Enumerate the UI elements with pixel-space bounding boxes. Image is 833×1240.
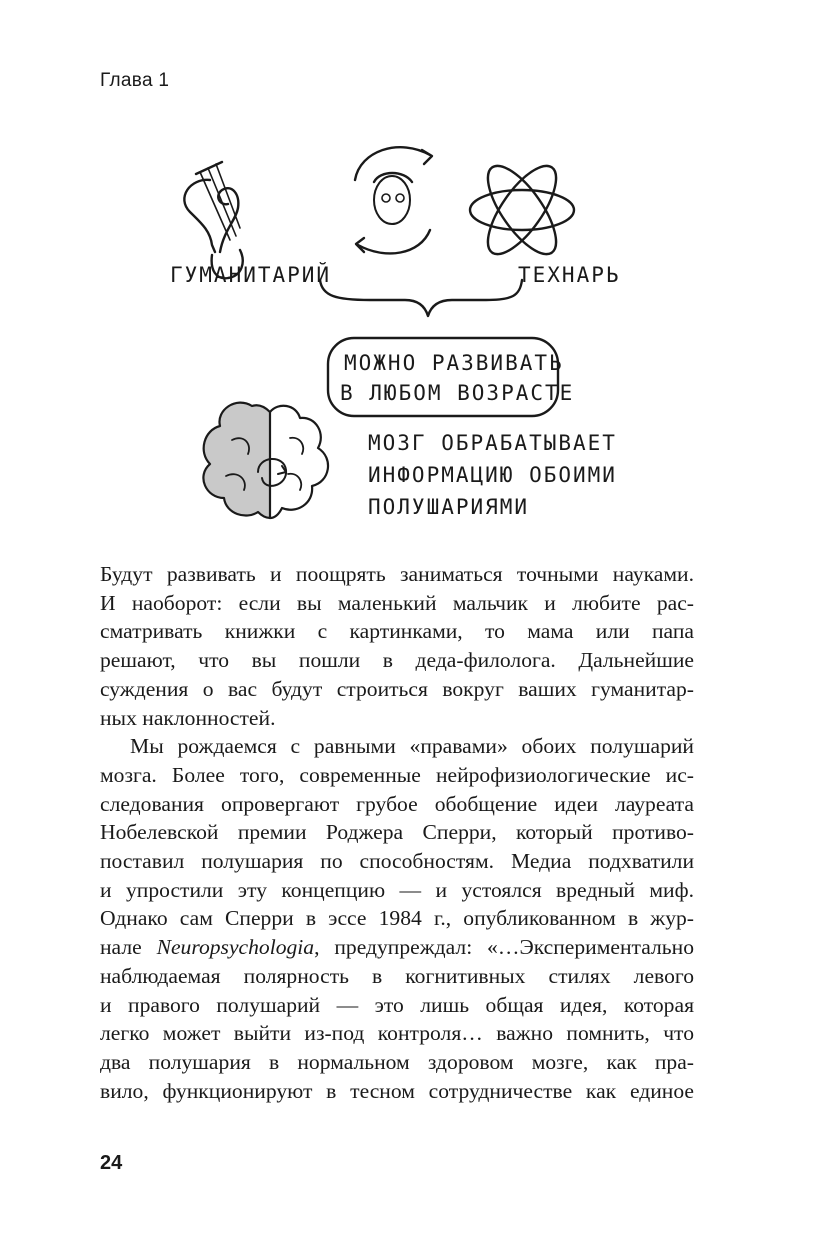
journal-title: Neuropsychologia <box>156 935 315 960</box>
text-fragment: , предупреждал: «…Экспериментально <box>314 935 694 960</box>
text-line: ных наклонностей. <box>100 705 276 730</box>
body-text <box>100 560 694 1105</box>
label-techie: ТЕХНАРЬ <box>518 263 621 287</box>
lyre-icon <box>184 162 242 278</box>
label-humanities: ГУМАНИТАРИЙ <box>170 263 332 287</box>
text-line: наблюдаемая полярность в когнитивных стилях левого <box>100 963 694 988</box>
brace-shape <box>320 280 522 316</box>
text-line: решают, что вы пошли в деда-филолога. Дальнейшие <box>100 648 694 673</box>
text-line: Мы рождаемся с равными «правами» обоих полушарий <box>130 734 694 759</box>
page-number: 24 <box>100 1152 123 1174</box>
paragraph-1 <box>100 560 694 732</box>
brain-caption-line-3: ПОЛУШАРИЯМИ <box>368 495 530 519</box>
text-line: и упростили эту концепцию — и устоялся вредный миф. <box>100 877 694 902</box>
atom-icon <box>470 156 574 264</box>
text-line: сматривать книжки с картинками, то мама или папа <box>100 619 694 644</box>
text-line-journal <box>100 933 694 962</box>
text-fragment: нале <box>100 935 157 960</box>
text-line: мозга. Более того, современные нейрофизиологические ис- <box>100 762 694 787</box>
text-line: два полушария в нормальном здоровом мозге, как пра- <box>100 1049 694 1074</box>
text-line: Будут развивать и поощрять заниматься точными науками. <box>100 562 694 586</box>
text-line: суждения о вас будут строиться вокруг ваших гуманитар- <box>100 676 694 701</box>
chapter-running-head: Глава 1 <box>100 70 170 91</box>
text-line: легко может выйти из-под контроля… важно помнить, что <box>100 1021 694 1046</box>
brain-caption-line-2: ИНФОРМАЦИЮ ОБОИМИ <box>368 463 617 487</box>
brain-caption-line-1: МОЗГ ОБРАБАТЫВАЕТ <box>368 431 617 455</box>
text-line: Однако сам Сперри в эссе 1984 г., опубликованном в жур- <box>100 906 694 931</box>
illustration-drawing <box>0 120 833 550</box>
text-line: Нобелевской премии Роджера Сперри, который противо- <box>100 820 694 845</box>
text-line: и правого полушарий — это лишь общая идея, которая <box>100 992 694 1017</box>
text-line: поставил полушария по способностям. Медиа подхватили <box>100 849 694 874</box>
bubble-line-1: МОЖНО РАЗВИВАТЬ <box>344 351 564 375</box>
bubble-line-2: В ЛЮБОМ ВОЗРАСТЕ <box>340 381 575 405</box>
brain-icon <box>203 403 328 518</box>
text-line: вило, функционируют в тесном сотрудничестве как единое <box>100 1078 694 1103</box>
illustration <box>0 120 833 550</box>
text-line: И наоборот: если вы маленький мальчик и любите рас- <box>100 590 694 615</box>
cycle-arrows-icon <box>355 147 432 253</box>
paragraph-2 <box>100 732 694 1105</box>
text-line: следования опровергают грубое обобщение идеи лауреата <box>100 791 694 816</box>
